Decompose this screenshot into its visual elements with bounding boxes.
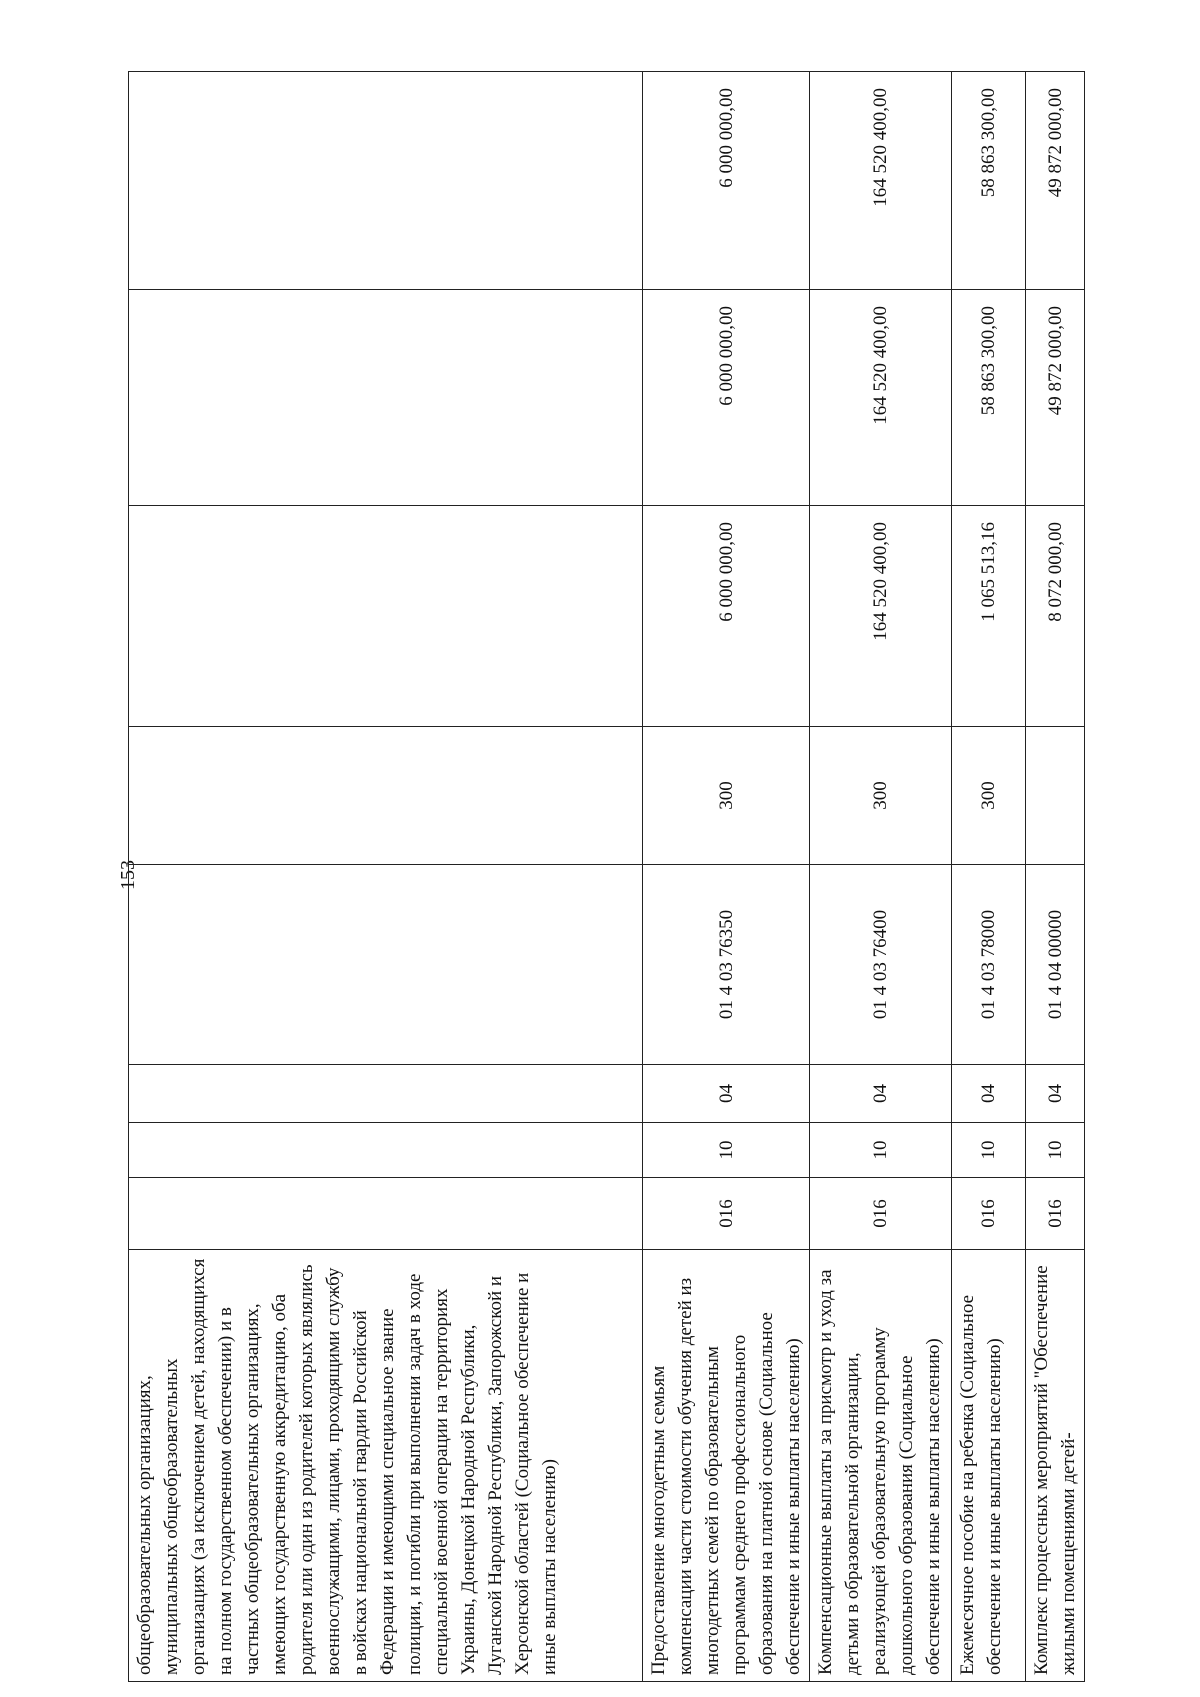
amount-2 [129, 290, 643, 506]
amount-3 [129, 72, 643, 290]
section-code: 10 [643, 1123, 810, 1178]
amount-3: 164 520 400,00 [810, 72, 952, 290]
table-row [810, 72, 952, 1682]
amount-3: 49 872 000,00 [1026, 72, 1085, 290]
ministry-code: 016 [643, 1178, 810, 1250]
amount-2: 58 863 300,00 [952, 290, 1026, 506]
amount-3: 6 000 000,00 [643, 72, 810, 290]
amount-1 [129, 506, 643, 727]
row-description: Ежемесячное пособие на ребенка (Социальное обеспечение и иные выплаты населению) [952, 1250, 1026, 1682]
subsection-code [129, 1065, 643, 1123]
subsection-code: 04 [810, 1065, 952, 1123]
ministry-code: 016 [810, 1178, 952, 1250]
expense-type-code: 300 [643, 727, 810, 865]
amount-1: 164 520 400,00 [810, 506, 952, 727]
row-description: Комплекс процессных мероприятий "Обеспечение жилыми помещениями детей- [1026, 1250, 1085, 1682]
target-article-code: 01 4 03 76400 [810, 865, 952, 1065]
subsection-code: 04 [1026, 1065, 1085, 1123]
row-description: Компенсационные выплаты за присмотр и уход за детьми в образовательной организации, реализующей образовательную программу дошкольного образования (Социальное обеспечение и иные выплаты населению) [810, 1250, 952, 1682]
section-code: 10 [810, 1123, 952, 1178]
amount-2: 164 520 400,00 [810, 290, 952, 506]
expense-type-code [1026, 727, 1085, 865]
ministry-code: 016 [1026, 1178, 1085, 1250]
section-code [129, 1123, 643, 1178]
target-article-code: 01 4 03 78000 [952, 865, 1026, 1065]
subsection-code: 04 [643, 1065, 810, 1123]
expense-type-code: 300 [952, 727, 1026, 865]
amount-3: 58 863 300,00 [952, 72, 1026, 290]
row-description: Предоставление многодетным семьям компенсации части стоимости обучения детей из многодетных семей по образовательным программам среднего профессионального образования на платной основе (Социальное обеспечение и иные выплаты населению) [643, 1250, 810, 1682]
expense-type-code [129, 727, 643, 865]
amount-1: 1 065 513,16 [952, 506, 1026, 727]
subsection-code: 04 [952, 1065, 1026, 1123]
amount-1: 6 000 000,00 [643, 506, 810, 727]
ministry-code [129, 1178, 643, 1250]
row-description: общеобразовательных организациях, муниципальных общеобразовательных организациях (за исключением детей, находящихся на полном государственном обеспечении) и в частных общеобразовательных организациях, имеющих государственную аккредитацию, оба родителя или один из родителей которых являлись военнослужащими, лицами, проходящими службу в войсках национальной гвардии Российской Федерации и имеющими специальное звание полиции, и погибли при выполнении задач в ходе специальной военной операции на территориях Украины, Донецкой Народной Республики, Луганской Народной Республики, Запорожской и Херсонской областей (Социальное обеспечение и иные выплаты населению) [129, 1250, 643, 1682]
amount-2: 6 000 000,00 [643, 290, 810, 506]
section-code: 10 [952, 1123, 1026, 1178]
target-article-code [129, 865, 643, 1065]
expense-type-code: 300 [810, 727, 952, 865]
table-row [952, 72, 1026, 1682]
budget-table [128, 71, 1085, 1682]
ministry-code: 016 [952, 1178, 1026, 1250]
page-number: 153 [117, 860, 139, 890]
budget-table-rotated [128, 72, 1079, 1682]
table-row [129, 72, 643, 1682]
amount-1: 8 072 000,00 [1026, 506, 1085, 727]
target-article-code: 01 4 03 76350 [643, 865, 810, 1065]
table-row [643, 72, 810, 1682]
target-article-code: 01 4 04 00000 [1026, 865, 1085, 1065]
amount-2: 49 872 000,00 [1026, 290, 1085, 506]
section-code: 10 [1026, 1123, 1085, 1178]
table-row [1026, 72, 1085, 1682]
